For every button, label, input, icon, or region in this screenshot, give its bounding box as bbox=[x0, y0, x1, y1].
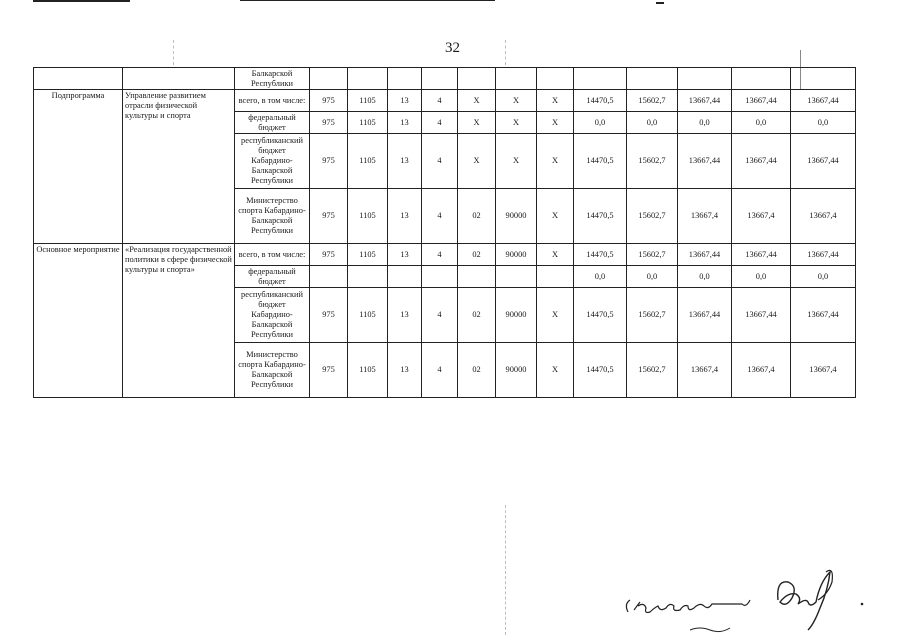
value-cell: 0,0 bbox=[574, 266, 627, 288]
value-cell: 0,0 bbox=[574, 112, 627, 134]
code-cell: 02 bbox=[458, 189, 496, 244]
page-number: 32 bbox=[445, 40, 460, 56]
code-cell: 1105 bbox=[348, 244, 388, 266]
value-cell: 15602,7 bbox=[627, 134, 678, 189]
table-row bbox=[34, 244, 856, 266]
value-cell: 13667,44 bbox=[678, 288, 732, 343]
code-cell: Х bbox=[537, 189, 574, 244]
code-cell: 4 bbox=[422, 112, 458, 134]
value-cell: 0,0 bbox=[678, 112, 732, 134]
code-cell: 1105 bbox=[348, 90, 388, 112]
value-cell: 0,0 bbox=[732, 112, 791, 134]
code-cell bbox=[422, 266, 458, 288]
value-cell: 0,0 bbox=[678, 266, 732, 288]
source-cell: республиканский бюджет Кабардино-Балкарской Республики bbox=[235, 134, 310, 189]
value-cell: 13667,4 bbox=[791, 343, 856, 398]
code-cell: 1105 bbox=[348, 288, 388, 343]
code-cell bbox=[388, 266, 422, 288]
top-rule-left bbox=[33, 0, 130, 2]
code-cell: 975 bbox=[310, 244, 348, 266]
code-cell: 13 bbox=[388, 90, 422, 112]
value-cell: 13667,4 bbox=[732, 189, 791, 244]
value-cell: 0,0 bbox=[791, 112, 856, 134]
source-cell: федеральный бюджет bbox=[235, 112, 310, 134]
source-cell: Министерство спорта Кабардино-Балкарской Республики bbox=[235, 343, 310, 398]
value-cell: 13667,4 bbox=[678, 343, 732, 398]
value-cell: 13667,44 bbox=[791, 134, 856, 189]
value-cell: 13667,4 bbox=[678, 189, 732, 244]
code-cell: 90000 bbox=[496, 288, 537, 343]
code-cell: 02 bbox=[458, 343, 496, 398]
code-cell: 13 bbox=[388, 343, 422, 398]
code-cell: Х bbox=[458, 112, 496, 134]
code-cell: 975 bbox=[310, 134, 348, 189]
code-cell: 02 bbox=[458, 288, 496, 343]
value-cell: 15602,7 bbox=[627, 244, 678, 266]
code-cell: Х bbox=[496, 112, 537, 134]
value-cell: 15602,7 bbox=[627, 288, 678, 343]
value-cell: 14470,5 bbox=[574, 288, 627, 343]
value-cell: 14470,5 bbox=[574, 134, 627, 189]
code-cell: 13 bbox=[388, 134, 422, 189]
code-cell: 975 bbox=[310, 288, 348, 343]
value-cell: 0,0 bbox=[627, 112, 678, 134]
code-cell: Х bbox=[537, 90, 574, 112]
value-cell: 0,0 bbox=[627, 266, 678, 288]
value-cell: 13667,44 bbox=[791, 244, 856, 266]
code-cell bbox=[310, 266, 348, 288]
value-cell: 14470,5 bbox=[574, 189, 627, 244]
value-cell: 15602,7 bbox=[627, 90, 678, 112]
value-cell: 15602,7 bbox=[627, 343, 678, 398]
status-cell: Основное мероприятие bbox=[34, 244, 123, 398]
source-cell: Балкарской Республики bbox=[235, 68, 310, 90]
code-cell: Х bbox=[496, 90, 537, 112]
code-cell: 975 bbox=[310, 112, 348, 134]
value-cell: 15602,7 bbox=[627, 189, 678, 244]
code-cell bbox=[496, 266, 537, 288]
code-cell: 1105 bbox=[348, 343, 388, 398]
code-cell: Х bbox=[458, 134, 496, 189]
code-cell: 1105 bbox=[348, 189, 388, 244]
source-cell: федеральный бюджет bbox=[235, 266, 310, 288]
code-cell: 4 bbox=[422, 189, 458, 244]
code-cell: 975 bbox=[310, 343, 348, 398]
value-cell: 13667,44 bbox=[732, 288, 791, 343]
code-cell: 1105 bbox=[348, 134, 388, 189]
value-cell: 14470,5 bbox=[574, 244, 627, 266]
value-cell: 13667,44 bbox=[732, 90, 791, 112]
code-cell: 90000 bbox=[496, 244, 537, 266]
value-cell: 13667,44 bbox=[678, 134, 732, 189]
status-cell bbox=[34, 68, 123, 90]
value-cell: 13667,44 bbox=[732, 244, 791, 266]
code-cell: Х bbox=[496, 134, 537, 189]
code-cell: Х bbox=[537, 288, 574, 343]
code-cell: 13 bbox=[388, 288, 422, 343]
value-cell: 0,0 bbox=[791, 266, 856, 288]
value-cell: 14470,5 bbox=[574, 90, 627, 112]
value-cell: 13667,44 bbox=[791, 288, 856, 343]
code-cell: 4 bbox=[422, 134, 458, 189]
code-cell bbox=[537, 266, 574, 288]
value-cell: 13667,4 bbox=[791, 189, 856, 244]
code-cell: Х bbox=[458, 90, 496, 112]
code-cell: 4 bbox=[422, 90, 458, 112]
code-cell: 90000 bbox=[496, 189, 537, 244]
code-cell: Х bbox=[537, 343, 574, 398]
fold-mark-center-lower bbox=[505, 505, 506, 635]
code-cell bbox=[458, 266, 496, 288]
value-cell: 13667,44 bbox=[732, 134, 791, 189]
value-cell: 0,0 bbox=[732, 266, 791, 288]
code-cell: 1105 bbox=[348, 112, 388, 134]
source-cell: республиканский бюджет Кабардино-Балкарской Республики bbox=[235, 288, 310, 343]
top-rule-right bbox=[656, 2, 664, 4]
code-cell bbox=[348, 266, 388, 288]
value-cell: 13667,44 bbox=[678, 90, 732, 112]
value-cell: 13667,44 bbox=[678, 244, 732, 266]
name-cell: «Реализация государственной политики в сфере физической культуры и спорта» bbox=[123, 244, 235, 398]
value-cell: 13667,44 bbox=[791, 90, 856, 112]
code-cell: 13 bbox=[388, 244, 422, 266]
code-cell: 90000 bbox=[496, 343, 537, 398]
value-cell: 13667,4 bbox=[732, 343, 791, 398]
code-cell: Х bbox=[537, 134, 574, 189]
code-cell: 02 bbox=[458, 244, 496, 266]
name-cell bbox=[123, 68, 235, 90]
code-cell: 13 bbox=[388, 112, 422, 134]
code-cell: 4 bbox=[422, 244, 458, 266]
value-cell: 14470,5 bbox=[574, 343, 627, 398]
status-cell: Подпрограмма bbox=[34, 90, 123, 244]
source-cell: всего, в том числе: bbox=[235, 244, 310, 266]
name-cell: Управление развитием отрасли физической культуры и спорта bbox=[123, 90, 235, 244]
source-cell: Министерство спорта Кабардино-Балкарской Республики bbox=[235, 189, 310, 244]
top-rule-middle bbox=[240, 0, 495, 1]
code-cell: 4 bbox=[422, 288, 458, 343]
code-cell: Х bbox=[537, 112, 574, 134]
table-row bbox=[34, 68, 856, 90]
code-cell: 975 bbox=[310, 90, 348, 112]
code-cell: 4 bbox=[422, 343, 458, 398]
code-cell: 975 bbox=[310, 189, 348, 244]
table-row bbox=[34, 90, 856, 112]
code-cell: Х bbox=[537, 244, 574, 266]
budget-table bbox=[33, 67, 856, 398]
source-cell: всего, в том числе: bbox=[235, 90, 310, 112]
code-cell: 13 bbox=[388, 189, 422, 244]
handwritten-signature bbox=[620, 560, 880, 640]
